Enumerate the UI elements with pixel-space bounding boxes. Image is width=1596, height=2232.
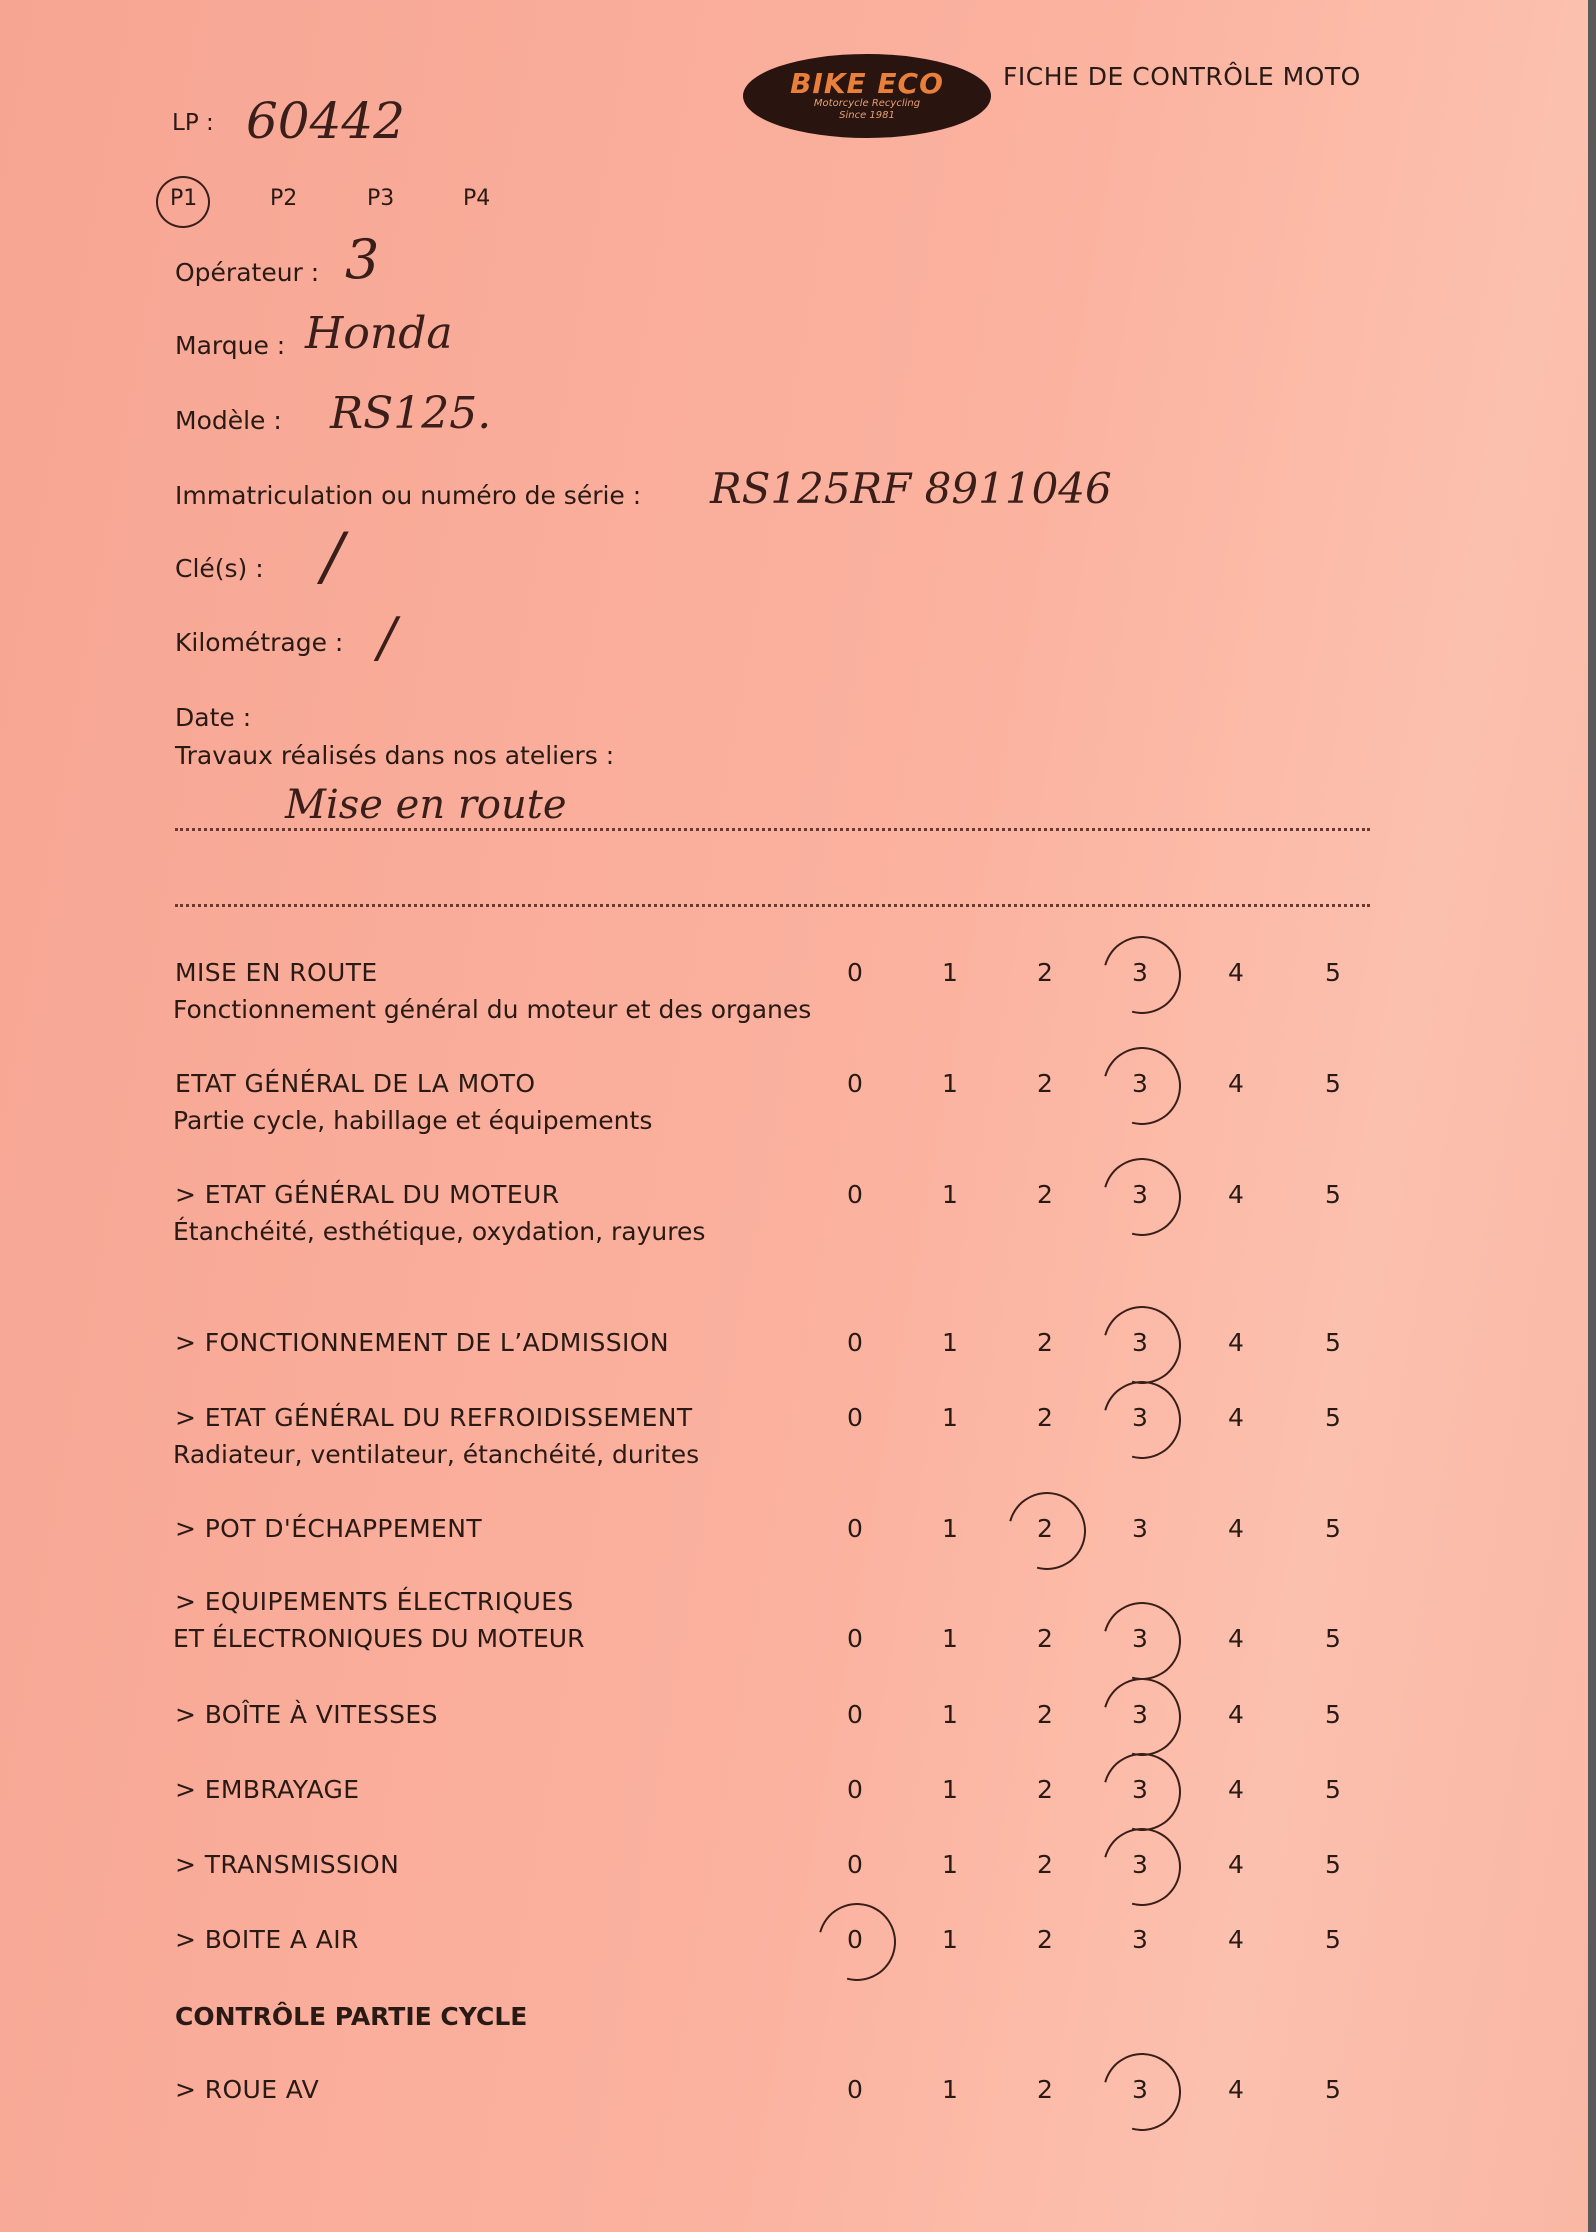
cles-label: Clé(s) : — [175, 554, 264, 583]
position-p4: P4 — [463, 186, 491, 211]
rating-row-subtitle: Fonctionnement général du moteur et des organes — [173, 995, 812, 1024]
rating-row-score-1: 1 — [942, 1514, 958, 1543]
cycle-row-score-2: 2 — [1037, 2075, 1053, 2104]
rating-row-score-2: 2 — [1037, 1775, 1053, 1804]
sheet-title: FICHE DE CONTRÔLE MOTO — [1003, 62, 1361, 91]
logo-tagline: Motorcycle Recycling — [813, 98, 921, 109]
position-p2: P2 — [270, 186, 298, 211]
lp-value: 60442 — [246, 92, 406, 150]
marque-label: Marque : — [175, 331, 286, 360]
rating-row-score-5: 5 — [1325, 1700, 1341, 1729]
rating-row-title: > ETAT GÉNÉRAL DU MOTEUR — [175, 1180, 560, 1209]
rating-row-score-0: 0 — [847, 1850, 863, 1879]
rating-row-score-3: 3 — [1132, 1514, 1148, 1543]
kilometrage-label: Kilométrage : — [175, 628, 344, 657]
rating-row-score-5: 5 — [1325, 1925, 1341, 1954]
rating-row-score-2: 2 — [1037, 1624, 1053, 1653]
position-p1: P1 — [170, 186, 198, 211]
rating-row-score-5: 5 — [1325, 958, 1341, 987]
rating-row-score-3: 3 — [1132, 1069, 1148, 1098]
rating-row-selected-circle — [804, 1889, 911, 1996]
rating-row-score-4: 4 — [1228, 1624, 1244, 1653]
lp-label: LP : — [172, 110, 214, 136]
travaux-label: Travaux réalisés dans nos ateliers : — [175, 741, 615, 770]
rating-row-title: ETAT GÉNÉRAL DE LA MOTO — [175, 1069, 536, 1098]
rating-row-title: > EQUIPEMENTS ÉLECTRIQUES — [175, 1587, 574, 1616]
rating-row-score-4: 4 — [1228, 1403, 1244, 1432]
rating-row-score-2: 2 — [1037, 1180, 1053, 1209]
rating-row-score-0: 0 — [847, 1069, 863, 1098]
rating-row-score-1: 1 — [942, 1403, 958, 1432]
rating-row-selected-circle — [1089, 1814, 1196, 1921]
rating-row-score-3: 3 — [1132, 1624, 1148, 1653]
rating-row-score-0: 0 — [847, 1700, 863, 1729]
marque-value: Honda — [305, 308, 453, 359]
cles-value: / — [322, 520, 344, 594]
rating-row-score-4: 4 — [1228, 1514, 1244, 1543]
rating-row-title: > TRANSMISSION — [175, 1850, 400, 1879]
rating-row-title: > POT D'ÉCHAPPEMENT — [175, 1514, 483, 1543]
rating-row-title: > EMBRAYAGE — [175, 1775, 360, 1804]
bike-eco-logo — [743, 54, 991, 138]
rating-row-title: > BOÎTE À VITESSES — [175, 1700, 438, 1729]
rating-row-score-4: 4 — [1228, 1700, 1244, 1729]
rating-row-score-1: 1 — [942, 1925, 958, 1954]
rating-row-score-2: 2 — [1037, 1328, 1053, 1357]
rating-row-score-1: 1 — [942, 1069, 958, 1098]
rating-row-score-0: 0 — [847, 1925, 863, 1954]
kilometrage-value: / — [378, 606, 397, 669]
rating-row-title: > FONCTIONNEMENT DE L’ADMISSION — [175, 1328, 669, 1357]
rating-row-selected-circle — [1089, 922, 1196, 1029]
cycle-row-score-3: 3 — [1132, 2075, 1148, 2104]
rating-row-score-0: 0 — [847, 1775, 863, 1804]
rating-row-score-3: 3 — [1132, 1328, 1148, 1357]
rating-row-score-5: 5 — [1325, 1180, 1341, 1209]
rating-row-score-3: 3 — [1132, 958, 1148, 987]
rating-row-subtitle: Étanchéité, esthétique, oxydation, rayures — [173, 1217, 706, 1246]
rating-row-score-0: 0 — [847, 1328, 863, 1357]
rating-row-score-5: 5 — [1325, 1850, 1341, 1879]
rating-row-score-0: 0 — [847, 1180, 863, 1209]
rating-row-score-2: 2 — [1037, 1069, 1053, 1098]
rating-row-score-4: 4 — [1228, 1180, 1244, 1209]
rating-row-score-2: 2 — [1037, 1925, 1053, 1954]
rating-row-score-2: 2 — [1037, 1403, 1053, 1432]
rating-row-score-4: 4 — [1228, 1925, 1244, 1954]
cycle-row-title: > ROUE AV — [175, 2075, 320, 2104]
cycle-row-score-1: 1 — [942, 2075, 958, 2104]
operateur-value: 3 — [345, 228, 380, 291]
modele-value: RS125. — [330, 388, 492, 439]
rating-row-score-4: 4 — [1228, 1775, 1244, 1804]
operateur-label: Opérateur : — [175, 258, 320, 287]
rating-row-score-0: 0 — [847, 958, 863, 987]
travaux-line-2 — [175, 904, 1370, 907]
rating-row-score-1: 1 — [942, 1700, 958, 1729]
rating-row-score-5: 5 — [1325, 1403, 1341, 1432]
rating-row-score-5: 5 — [1325, 1069, 1341, 1098]
cycle-row-selected-circle — [1089, 2039, 1196, 2146]
rating-row-title: > ETAT GÉNÉRAL DU REFROIDISSEMENT — [175, 1403, 693, 1432]
rating-row-selected-circle — [1089, 1033, 1196, 1140]
rating-row-score-5: 5 — [1325, 1514, 1341, 1543]
immat-value: RS125RF 8911046 — [710, 464, 1112, 513]
rating-row-score-3: 3 — [1132, 1180, 1148, 1209]
rating-row-score-4: 4 — [1228, 1069, 1244, 1098]
rating-row-score-1: 1 — [942, 958, 958, 987]
rating-row-score-0: 0 — [847, 1403, 863, 1432]
travaux-value: Mise en route — [285, 782, 567, 828]
rating-row-score-2: 2 — [1037, 958, 1053, 987]
travaux-line-1 — [175, 828, 1370, 831]
cycle-row-score-4: 4 — [1228, 2075, 1244, 2104]
modele-label: Modèle : — [175, 406, 282, 435]
rating-row-score-0: 0 — [847, 1624, 863, 1653]
rating-row-subtitle: Radiateur, ventilateur, étanchéité, durites — [173, 1440, 700, 1469]
position-p3: P3 — [367, 186, 395, 211]
rating-row-selected-circle — [994, 1478, 1101, 1585]
rating-row-score-0: 0 — [847, 1514, 863, 1543]
rating-row-score-2: 2 — [1037, 1514, 1053, 1543]
rating-row-selected-circle — [1089, 1144, 1196, 1251]
logo-brand: BIKE ECO — [790, 67, 944, 100]
rating-row-title: > BOITE A AIR — [175, 1925, 359, 1954]
rating-row-subtitle: Partie cycle, habillage et équipements — [173, 1106, 653, 1135]
rating-row-score-5: 5 — [1325, 1775, 1341, 1804]
rating-row-score-3: 3 — [1132, 1850, 1148, 1879]
rating-row-score-1: 1 — [942, 1775, 958, 1804]
position-p1-circle — [156, 176, 210, 228]
immat-label: Immatriculation ou numéro de série : — [175, 481, 642, 510]
rating-row-subtitle: ET ÉLECTRONIQUES DU MOTEUR — [173, 1624, 585, 1653]
date-label: Date : — [175, 703, 252, 732]
rating-row-score-3: 3 — [1132, 1925, 1148, 1954]
rating-row-score-4: 4 — [1228, 958, 1244, 987]
rating-row-score-3: 3 — [1132, 1775, 1148, 1804]
rating-row-score-1: 1 — [942, 1850, 958, 1879]
rating-row-score-4: 4 — [1228, 1850, 1244, 1879]
rating-row-title: MISE EN ROUTE — [175, 958, 378, 987]
rating-row-score-2: 2 — [1037, 1700, 1053, 1729]
rating-row-score-4: 4 — [1228, 1328, 1244, 1357]
rating-row-score-1: 1 — [942, 1624, 958, 1653]
rating-row-score-3: 3 — [1132, 1403, 1148, 1432]
cycle-row-score-5: 5 — [1325, 2075, 1341, 2104]
rating-row-selected-circle — [1089, 1367, 1196, 1474]
section-cycle-heading: CONTRÔLE PARTIE CYCLE — [175, 2002, 528, 2031]
logo-since: Since 1981 — [839, 110, 895, 121]
rating-row-score-5: 5 — [1325, 1624, 1341, 1653]
rating-row-score-3: 3 — [1132, 1700, 1148, 1729]
cycle-row-score-0: 0 — [847, 2075, 863, 2104]
rating-row-score-1: 1 — [942, 1180, 958, 1209]
rating-row-score-1: 1 — [942, 1328, 958, 1357]
rating-row-score-2: 2 — [1037, 1850, 1053, 1879]
rating-row-score-5: 5 — [1325, 1328, 1341, 1357]
